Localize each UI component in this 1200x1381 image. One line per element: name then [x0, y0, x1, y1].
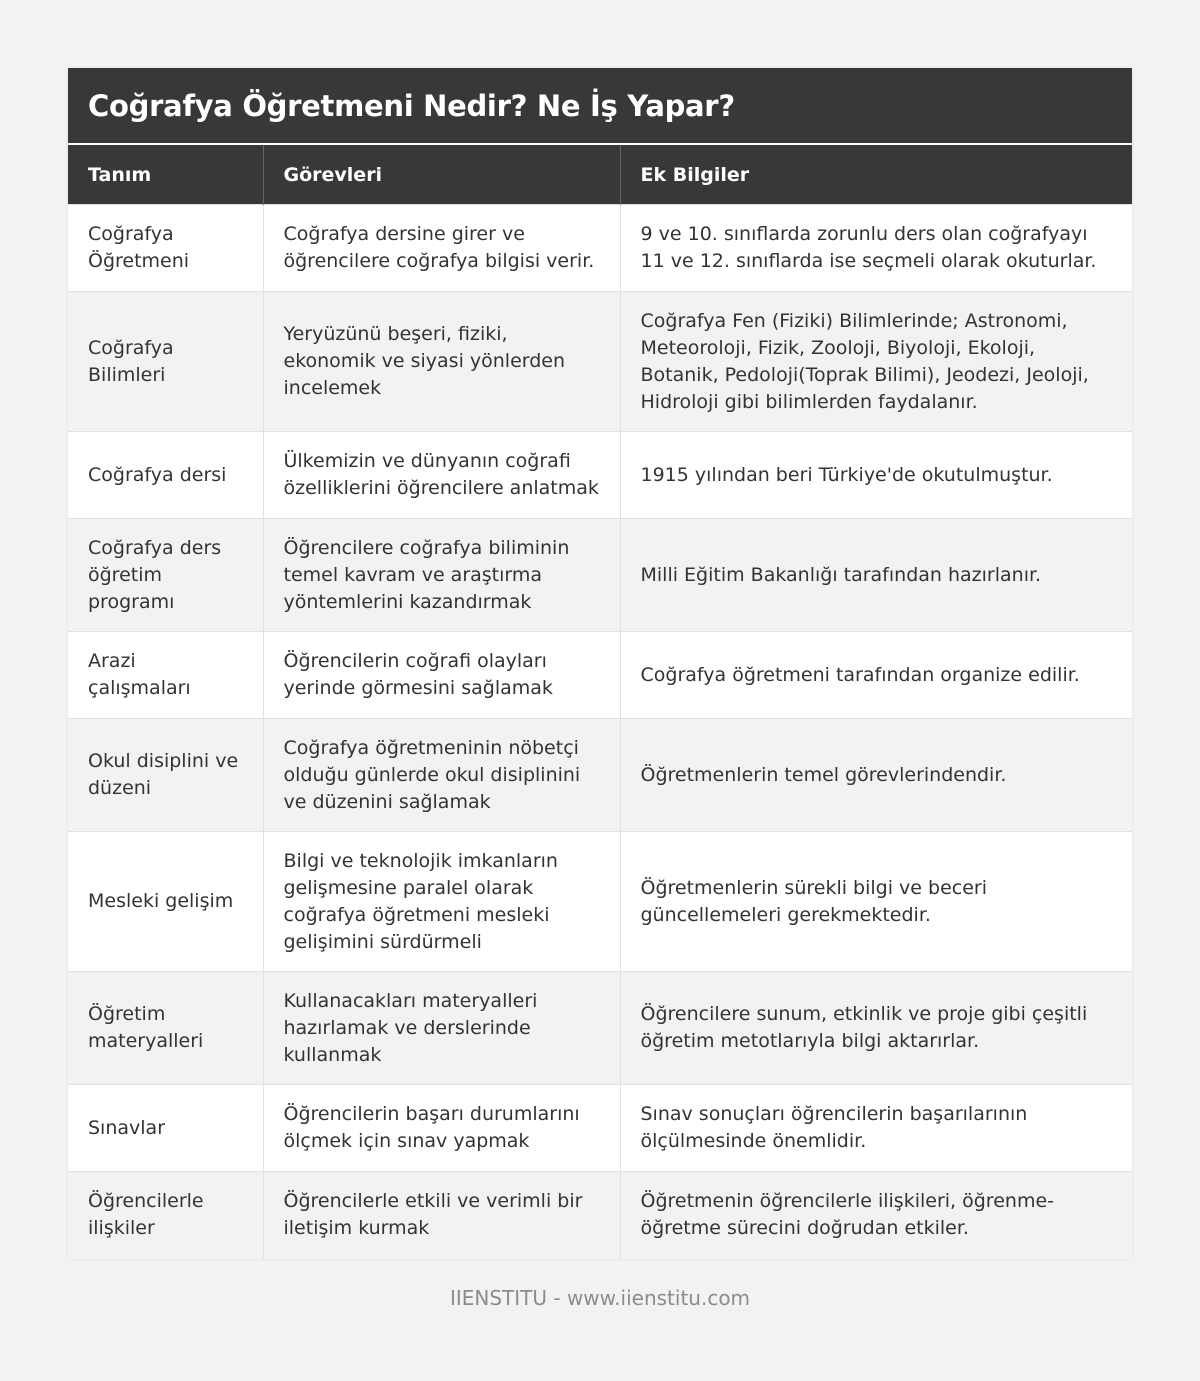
cell-tanim: Öğretim materyalleri — [68, 972, 263, 1085]
table-row — [68, 1172, 1132, 1259]
cell-tanim: Coğrafya Bilimleri — [68, 292, 263, 432]
cell-ek-bilgiler: 9 ve 10. sınıflarda zorunlu ders olan coğrafyayı 11 ve 12. sınıflarda ise seçmeli olarak okuturlar. — [620, 205, 1132, 292]
table-row — [68, 632, 1132, 719]
info-table — [68, 145, 1132, 1259]
column-header-tanim: Tanım — [68, 145, 263, 205]
cell-ek-bilgiler: Coğrafya öğretmeni tarafından organize edilir. — [620, 632, 1132, 719]
cell-tanim: Arazi çalışmaları — [68, 632, 263, 719]
cell-tanim: Coğrafya dersi — [68, 432, 263, 519]
cell-gorevleri: Öğrencilerle etkili ve verimli bir iletişim kurmak — [263, 1172, 620, 1259]
cell-gorevleri: Coğrafya öğretmeninin nöbetçi olduğu günlerde okul disiplinini ve düzenini sağlamak — [263, 719, 620, 832]
column-header-gorevleri: Görevleri — [263, 145, 620, 205]
cell-ek-bilgiler: 1915 yılından beri Türkiye'de okutulmuştur. — [620, 432, 1132, 519]
table-header-row — [68, 145, 1132, 205]
cell-ek-bilgiler: Coğrafya Fen (Fiziki) Bilimlerinde; Astronomi, Meteoroloji, Fizik, Zooloji, Biyoloji, Ekoloji, Botanik, Pedoloji(Toprak Bilimi), Jeodezi, Jeoloji, Hidroloji gibi bilimlerden faydalanır. — [620, 292, 1132, 432]
table-row — [68, 432, 1132, 519]
table-row — [68, 972, 1132, 1085]
page-title: Coğrafya Öğretmeni Nedir? Ne İş Yapar? — [88, 88, 735, 123]
cell-ek-bilgiler: Milli Eğitim Bakanlığı tarafından hazırlanır. — [620, 519, 1132, 632]
footer-credit: IIENSTITU - www.iienstitu.com — [449, 1286, 751, 1310]
cell-gorevleri: Öğrencilerin coğrafi olayları yerinde görmesini sağlamak — [263, 632, 620, 719]
cell-tanim: Mesleki gelişim — [68, 832, 263, 972]
cell-ek-bilgiler: Öğretmenin öğrencilerle ilişkileri, öğrenme-öğretme sürecini doğrudan etkiler. — [620, 1172, 1132, 1259]
table-row — [68, 205, 1132, 292]
cell-gorevleri: Yeryüzünü beşeri, fiziki, ekonomik ve siyasi yönlerden incelemek — [263, 292, 620, 432]
cell-tanim: Okul disiplini ve düzeni — [68, 719, 263, 832]
cell-gorevleri: Kullanacakları materyalleri hazırlamak ve derslerinde kullanmak — [263, 972, 620, 1085]
table-row — [68, 832, 1132, 972]
cell-tanim: Coğrafya ders öğretim programı — [68, 519, 263, 632]
cell-gorevleri: Ülkemizin ve dünyanın coğrafi özelliklerini öğrencilere anlatmak — [263, 432, 620, 519]
cell-gorevleri: Bilgi ve teknolojik imkanların gelişmesine paralel olarak coğrafya öğretmeni mesleki gelişimini sürdürmeli — [263, 832, 620, 972]
cell-gorevleri: Öğrencilere coğrafya biliminin temel kavram ve araştırma yöntemlerini kazandırmak — [263, 519, 620, 632]
cell-tanim: Coğrafya Öğretmeni — [68, 205, 263, 292]
table-row — [68, 719, 1132, 832]
cell-ek-bilgiler: Öğretmenlerin sürekli bilgi ve beceri güncellemeleri gerekmektedir. — [620, 832, 1132, 972]
column-header-ek-bilgiler: Ek Bilgiler — [620, 145, 1132, 205]
cell-tanim: Öğrencilerle ilişkiler — [68, 1172, 263, 1259]
cell-tanim: Sınavlar — [68, 1085, 263, 1172]
cell-ek-bilgiler: Öğretmenlerin temel görevlerindendir. — [620, 719, 1132, 832]
title-bar — [68, 68, 1132, 145]
cell-ek-bilgiler: Öğrencilere sunum, etkinlik ve proje gibi çeşitli öğretim metotlarıyla bilgi aktarırlar. — [620, 972, 1132, 1085]
cell-gorevleri: Öğrencilerin başarı durumlarını ölçmek için sınav yapmak — [263, 1085, 620, 1172]
table-row — [68, 1085, 1132, 1172]
cell-gorevleri: Coğrafya dersine girer ve öğrencilere coğrafya bilgisi verir. — [263, 205, 620, 292]
table-card — [68, 68, 1132, 1259]
cell-ek-bilgiler: Sınav sonuçları öğrencilerin başarılarının ölçülmesinde önemlidir. — [620, 1085, 1132, 1172]
table-row — [68, 519, 1132, 632]
table-row — [68, 292, 1132, 432]
